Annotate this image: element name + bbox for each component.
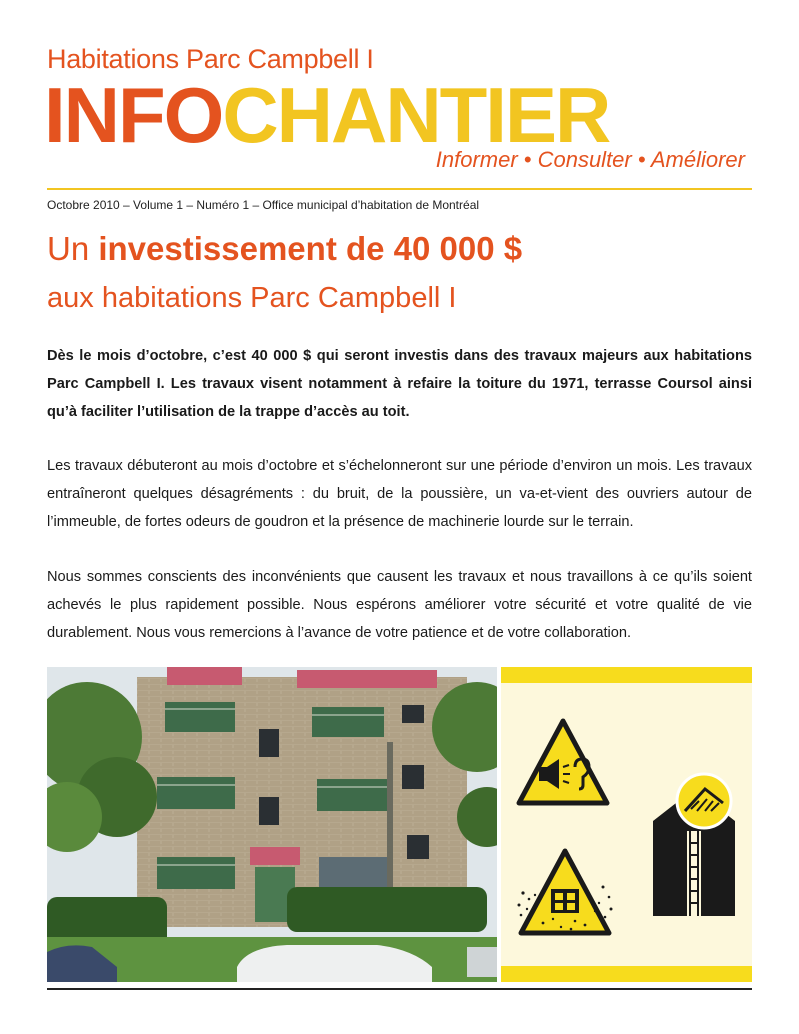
panel-top-bar [501,667,752,683]
headline-prefix: Un [47,230,99,267]
headline-line2: aux habitations Parc Campbell I [47,282,457,314]
masthead-chantier: CHANTIER [222,71,610,159]
body-paragraph-1: Les travaux débuteront au mois d’octobre et s’échelonneront sur une période d’environ un mois. Les travaux entraîneront quelques désagréments : du bruit, de la poussière, un va-et-vient des ouvriers autour de l’immeuble, de fortes odeurs de goudron et la présence de machinerie lourde sur le terrain. [47,458,752,530]
dust-warning-icon [513,847,617,943]
masthead-info: INFO [44,71,223,159]
footer-divider [47,988,752,990]
roof-hatch-icon [649,771,739,921]
project-name: Habitations Parc Campbell I [47,44,374,74]
panel-bottom-bar [501,966,752,982]
tagline: Informer • Consulter • Améliorer [435,147,745,172]
pictogram-panel [501,667,752,982]
lead-paragraph: Dès le mois d’octobre, c’est 40 000 $ qui seront investis dans des travaux majeurs aux habitations Parc Campbell I. Les travaux visent notamment à refaire la toiture du 1971, terrasse Coursol ainsi qu’à faciliter l’utilisation de la trappe d’accès au toit. [47,348,752,420]
headline-bold: investissement de 40 000 $ [98,230,523,267]
noise-warning-icon [515,717,611,809]
headline [47,230,522,268]
building-photo [47,667,497,982]
body-paragraph-2: Nous sommes conscients des inconvénients que causent les travaux et nous travaillons à ce qu’ils soient achevés le plus rapidement possible. Nous espérons améliorer votre sécurité et votre qualité de vie durablement. Nous vous remercions à l’avance de votre patience et de votre collaboration. [47,569,752,641]
header-divider [47,188,752,190]
masthead [44,71,610,159]
issue-line: Octobre 2010 – Volume 1 – Numéro 1 – Office municipal d’habitation de Montréal [47,198,480,212]
